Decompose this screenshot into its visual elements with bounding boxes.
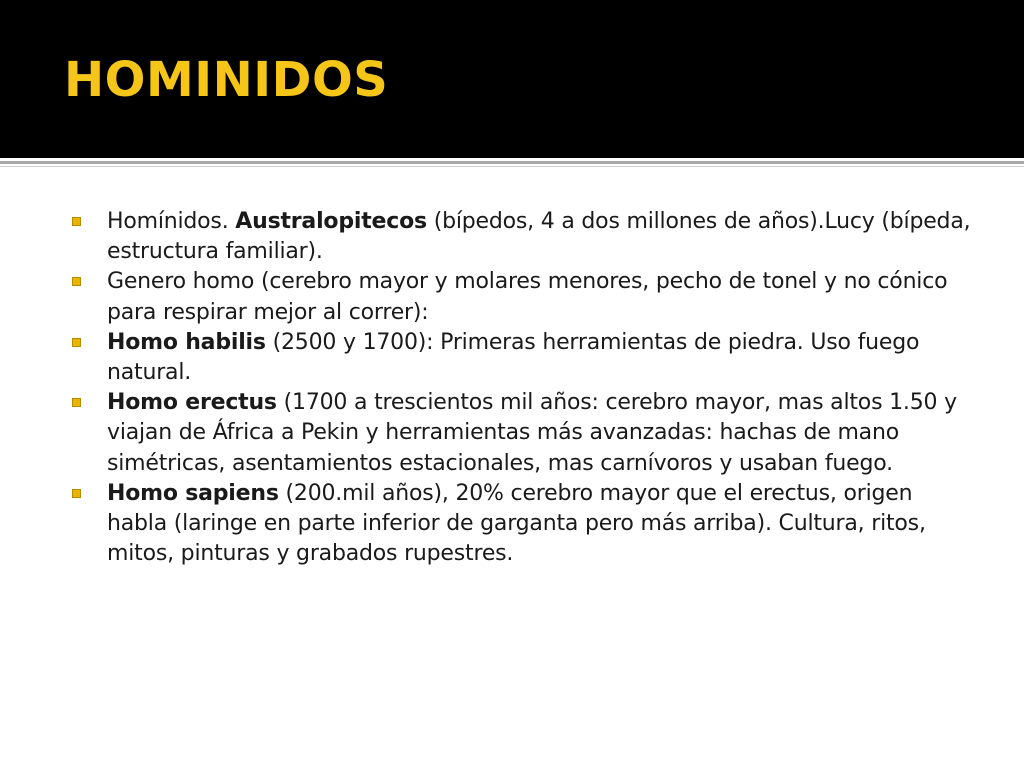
square-bullet-icon xyxy=(72,217,81,226)
list-item xyxy=(72,207,972,267)
bullet-rest-text: (1700 a trescientos mil años: cerebro mayor, mas altos 1.50 y viajan de África a Pekin y herramientas más avanzadas: hachas de mano simétricas, asentamientos estacionales, mas carnívoros y usaban fuego. xyxy=(107,390,957,476)
bullet-rest-text: (bípedos, 4 a dos millones de años).Lucy (bípeda, estructura familiar). xyxy=(107,209,971,265)
bullet-rest-text: (200.mil años), 20% cerebro mayor que el erectus, origen habla (laringe en parte inferior de garganta pero más arriba). Cultura, ritos, mitos, pinturas y grabados rupestres. xyxy=(107,480,926,567)
bullet-list xyxy=(72,207,972,569)
list-item xyxy=(72,328,972,388)
list-item xyxy=(72,479,972,570)
bullet-lead-text: Genero homo (cerebro mayor y molares menores, pecho de tonel y no cónico para respirar mejor al correr): xyxy=(107,269,948,325)
bullet-bold-text: Homo erectus xyxy=(107,390,277,416)
square-bullet-icon xyxy=(72,398,81,407)
bullet-rest-text: (2500 y 1700): Primeras herramientas de piedra. Uso fuego natural. xyxy=(107,329,920,386)
divider-line-thin xyxy=(0,166,1024,167)
title-bar xyxy=(0,0,1024,158)
bullet-bold-text: Homo sapiens xyxy=(107,480,279,506)
slide-title: HOMINIDOS xyxy=(64,52,389,108)
bullet-bold-text: Australopitecos xyxy=(235,209,427,234)
square-bullet-icon xyxy=(72,489,81,498)
square-bullet-icon xyxy=(72,338,81,347)
divider-line xyxy=(0,161,1024,164)
list-item xyxy=(72,267,972,327)
bullet-lead-text: Homínidos. xyxy=(107,209,236,234)
list-item xyxy=(72,388,972,479)
square-bullet-icon xyxy=(72,277,81,286)
bullet-bold-text: Homo habilis xyxy=(107,329,266,355)
